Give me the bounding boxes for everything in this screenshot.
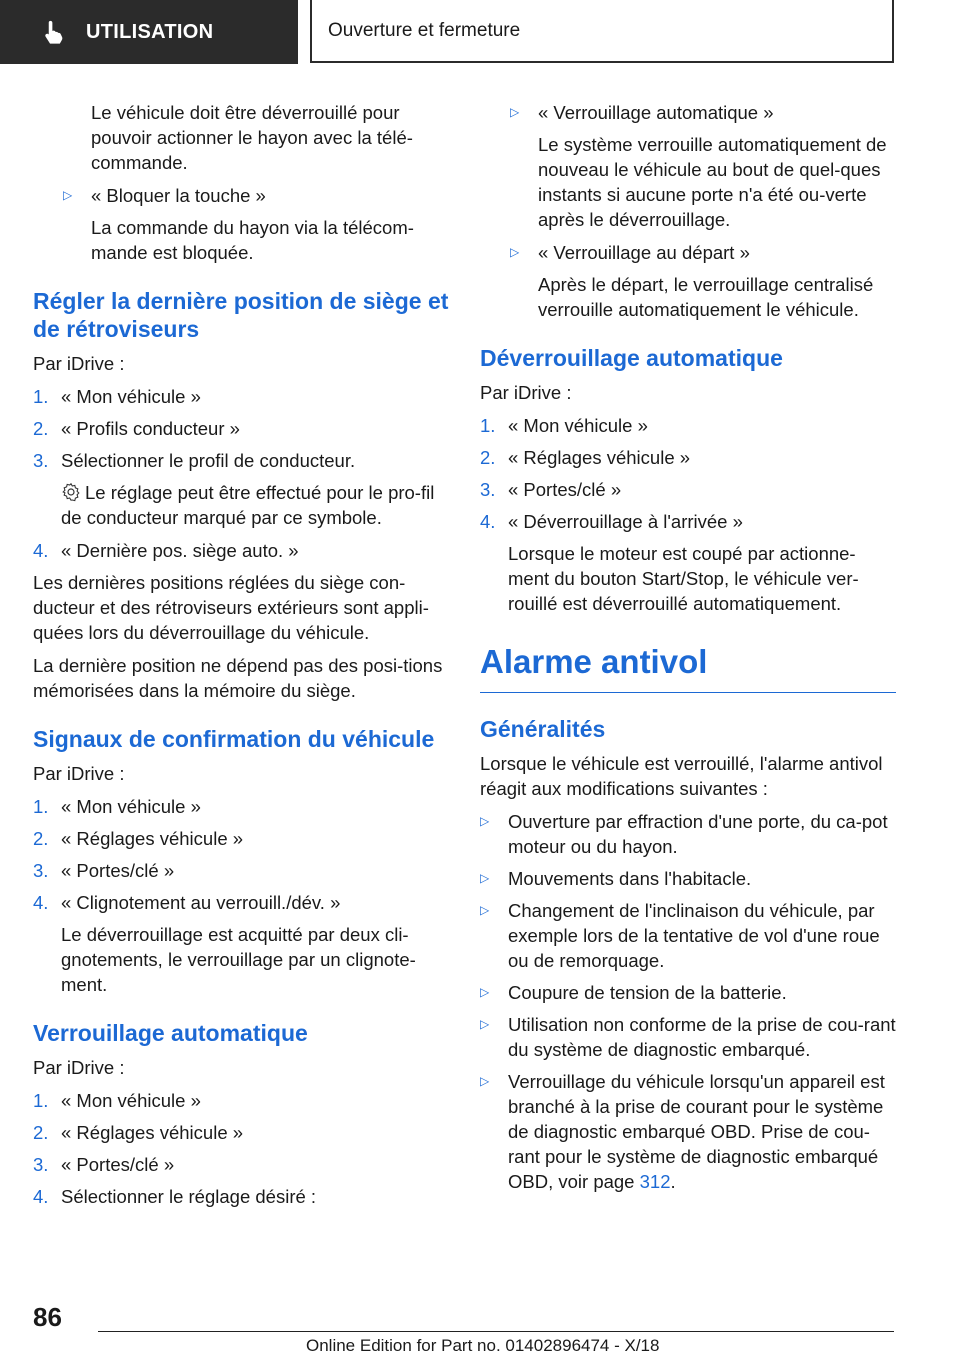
- list-item: [33, 1152, 449, 1177]
- step-text: « Mon véhicule »: [61, 1090, 201, 1111]
- list-item: [480, 413, 896, 438]
- step-text: « Réglages véhicule »: [61, 1122, 244, 1143]
- list-item: [63, 183, 449, 208]
- step-text: « Mon véhicule »: [508, 415, 648, 436]
- bullet-text: Ouverture par effraction d'une porte, du ca-pot moteur ou du hayon.: [508, 811, 888, 857]
- step-text: « Profils conducteur »: [61, 418, 240, 439]
- step-number: 4.: [33, 1186, 49, 1207]
- step-text: « Portes/clé »: [508, 479, 622, 500]
- footer-edition: Online Edition for Part no. 01402896474 - X/18: [306, 1336, 660, 1355]
- list-item: [480, 898, 896, 973]
- hand-pointer-icon: [40, 18, 68, 46]
- step-number: 1.: [33, 796, 49, 817]
- list-item: [33, 384, 449, 409]
- intro-paragraph: Le véhicule doit être déverrouillé pour pouvoir actionner le hayon avec la télé-commande.: [91, 102, 413, 173]
- step-number: 4.: [33, 892, 49, 913]
- section-heading: Verrouillage automatique: [33, 1020, 308, 1046]
- bullet-marker: ▷: [480, 871, 490, 885]
- list-item: [480, 980, 896, 1005]
- step-description: Lorsque le moteur est coupé par actionne-ment du bouton Start/Stop, le véhicule ver-rouillé est déverrouillé automatiquement.: [508, 543, 859, 614]
- list-item: [480, 509, 896, 534]
- step-number: 2.: [33, 828, 49, 849]
- step-text: « Mon véhicule »: [61, 796, 201, 817]
- bullet-marker: ▷: [510, 245, 520, 259]
- header-section-tab: [0, 0, 298, 64]
- page-number: 86: [33, 1302, 62, 1332]
- list-item: [480, 445, 896, 470]
- left-column: [33, 100, 449, 1216]
- list-item: [33, 448, 449, 473]
- bullet-text: Coupure de tension de la batterie.: [508, 982, 787, 1003]
- list-item: [33, 826, 449, 851]
- footer-divider: [98, 1331, 894, 1332]
- section-heading: Signaux de confirmation du véhicule: [33, 726, 435, 752]
- list-item: [480, 477, 896, 502]
- step-text: Sélectionner le profil de conducteur.: [61, 450, 356, 471]
- bullet-marker: ▷: [510, 105, 520, 119]
- step-number: 3.: [33, 1154, 49, 1175]
- step-text: « Dernière pos. siège auto. »: [61, 540, 299, 561]
- list-item: [33, 1120, 449, 1145]
- list-item: [510, 240, 896, 265]
- bullet-description: La commande du hayon via la télécom-mande est bloquée.: [91, 217, 414, 263]
- bullet-description: Le système verrouille automatiquement de nouveau le véhicule au bout de quel-ques instants si aucune porte n'a été ou-verte après le déverrouillage.: [538, 134, 887, 230]
- step-text: « Réglages véhicule »: [61, 828, 244, 849]
- chapter-header: [310, 0, 894, 63]
- note-text: Le réglage peut être effectué pour le pro-fil de conducteur marqué par ce symbole.: [61, 482, 435, 528]
- period: .: [670, 1171, 676, 1192]
- step-number: 1.: [33, 1090, 49, 1111]
- step-number: 2.: [480, 447, 496, 468]
- list-item: [480, 809, 896, 859]
- step-text: Sélectionner le réglage désiré :: [61, 1186, 317, 1207]
- intro-text: Par iDrive :: [33, 1057, 125, 1078]
- intro-text: Par iDrive :: [33, 763, 125, 784]
- list-item: [33, 794, 449, 819]
- bullet-label: « Bloquer la touche »: [91, 185, 266, 206]
- body-paragraph: Les dernières positions réglées du siège con-ducteur et des rétroviseurs extérieurs sont appli-quées lors du déverrouillage du véhicule.: [33, 572, 429, 643]
- bullet-marker: ▷: [480, 1017, 490, 1031]
- step-number: 2.: [33, 1122, 49, 1143]
- step-number: 1.: [33, 386, 49, 407]
- step-description: Le déverrouillage est acquitté par deux cli-gnotements, le verrouillage par un clignote-ment.: [61, 924, 416, 995]
- bullet-text: Changement de l'inclinaison du véhicule, par exemple lors de la tentative de vol d'une roue ou de remorquage.: [508, 900, 880, 971]
- bullet-text: [508, 1069, 896, 1194]
- gear-icon: [61, 482, 81, 502]
- list-item: [33, 416, 449, 441]
- step-text: « Mon véhicule »: [61, 386, 201, 407]
- step-text: « Déverrouillage à l'arrivée »: [508, 511, 743, 532]
- section-heading: Généralités: [480, 716, 606, 742]
- body-paragraph: La dernière position ne dépend pas des posi-tions mémorisées dans la mémoire du siège.: [33, 655, 443, 701]
- bullet-marker: ▷: [63, 188, 73, 202]
- list-item: [480, 1012, 896, 1062]
- bullet-description: Après le départ, le verrouillage centralisé verrouille automatiquement le véhicule.: [538, 274, 874, 320]
- step-text: « Portes/clé »: [61, 1154, 175, 1175]
- chapter-heading: Alarme antivol: [480, 642, 896, 693]
- step-text: « Réglages véhicule »: [508, 447, 691, 468]
- page-reference-link[interactable]: 312: [639, 1171, 671, 1192]
- body-paragraph: Lorsque le véhicule est verrouillé, l'alarme antivol réagit aux modifications suivantes :: [480, 753, 883, 799]
- bullet-marker: ▷: [480, 814, 490, 828]
- step-number: 4.: [480, 511, 496, 532]
- step-text: « Portes/clé »: [61, 860, 175, 881]
- list-item: [33, 1088, 449, 1113]
- list-item: [33, 858, 449, 883]
- list-item: [33, 538, 449, 563]
- bullet-text: Mouvements dans l'habitacle.: [508, 868, 752, 889]
- list-item: [33, 1184, 449, 1209]
- bullet-label: « Verrouillage au départ »: [538, 242, 750, 263]
- intro-text: Par iDrive :: [33, 353, 125, 374]
- bullet-marker: ▷: [480, 1074, 490, 1088]
- bullet-text-body: Verrouillage du véhicule lorsqu'un appareil est branché à la prise de courant pour le système de diagnostic embarqué OBD. Prise de cou-rant pour le système de diagnostic embarqué OBD, voir page: [508, 1071, 885, 1192]
- intro-text: Par iDrive :: [480, 382, 572, 403]
- list-item: [33, 890, 449, 915]
- list-item: [480, 1069, 896, 1194]
- profile-note: [61, 480, 449, 530]
- chapter-title: Ouverture et fermeture: [328, 19, 521, 41]
- bullet-label: « Verrouillage automatique »: [538, 102, 774, 123]
- step-number: 4.: [33, 540, 49, 561]
- list-item: [480, 866, 896, 891]
- bullet-marker: ▷: [480, 903, 490, 917]
- step-number: 3.: [33, 860, 49, 881]
- right-column: [480, 100, 896, 1201]
- section-heading: Déverrouillage automatique: [480, 345, 783, 371]
- section-title: UTILISATION: [86, 20, 214, 43]
- bullet-text: Utilisation non conforme de la prise de cou-rant du système de diagnostic embarqué.: [508, 1014, 896, 1060]
- bullet-marker: ▷: [480, 985, 490, 999]
- step-number: 1.: [480, 415, 496, 436]
- list-item: [510, 100, 896, 125]
- step-text: « Clignotement au verrouill./dév. »: [61, 892, 341, 913]
- step-number: 3.: [480, 479, 496, 500]
- step-number: 3.: [33, 450, 49, 471]
- step-number: 2.: [33, 418, 49, 439]
- section-heading: Régler la dernière position de siège et de rétroviseurs: [33, 288, 449, 342]
